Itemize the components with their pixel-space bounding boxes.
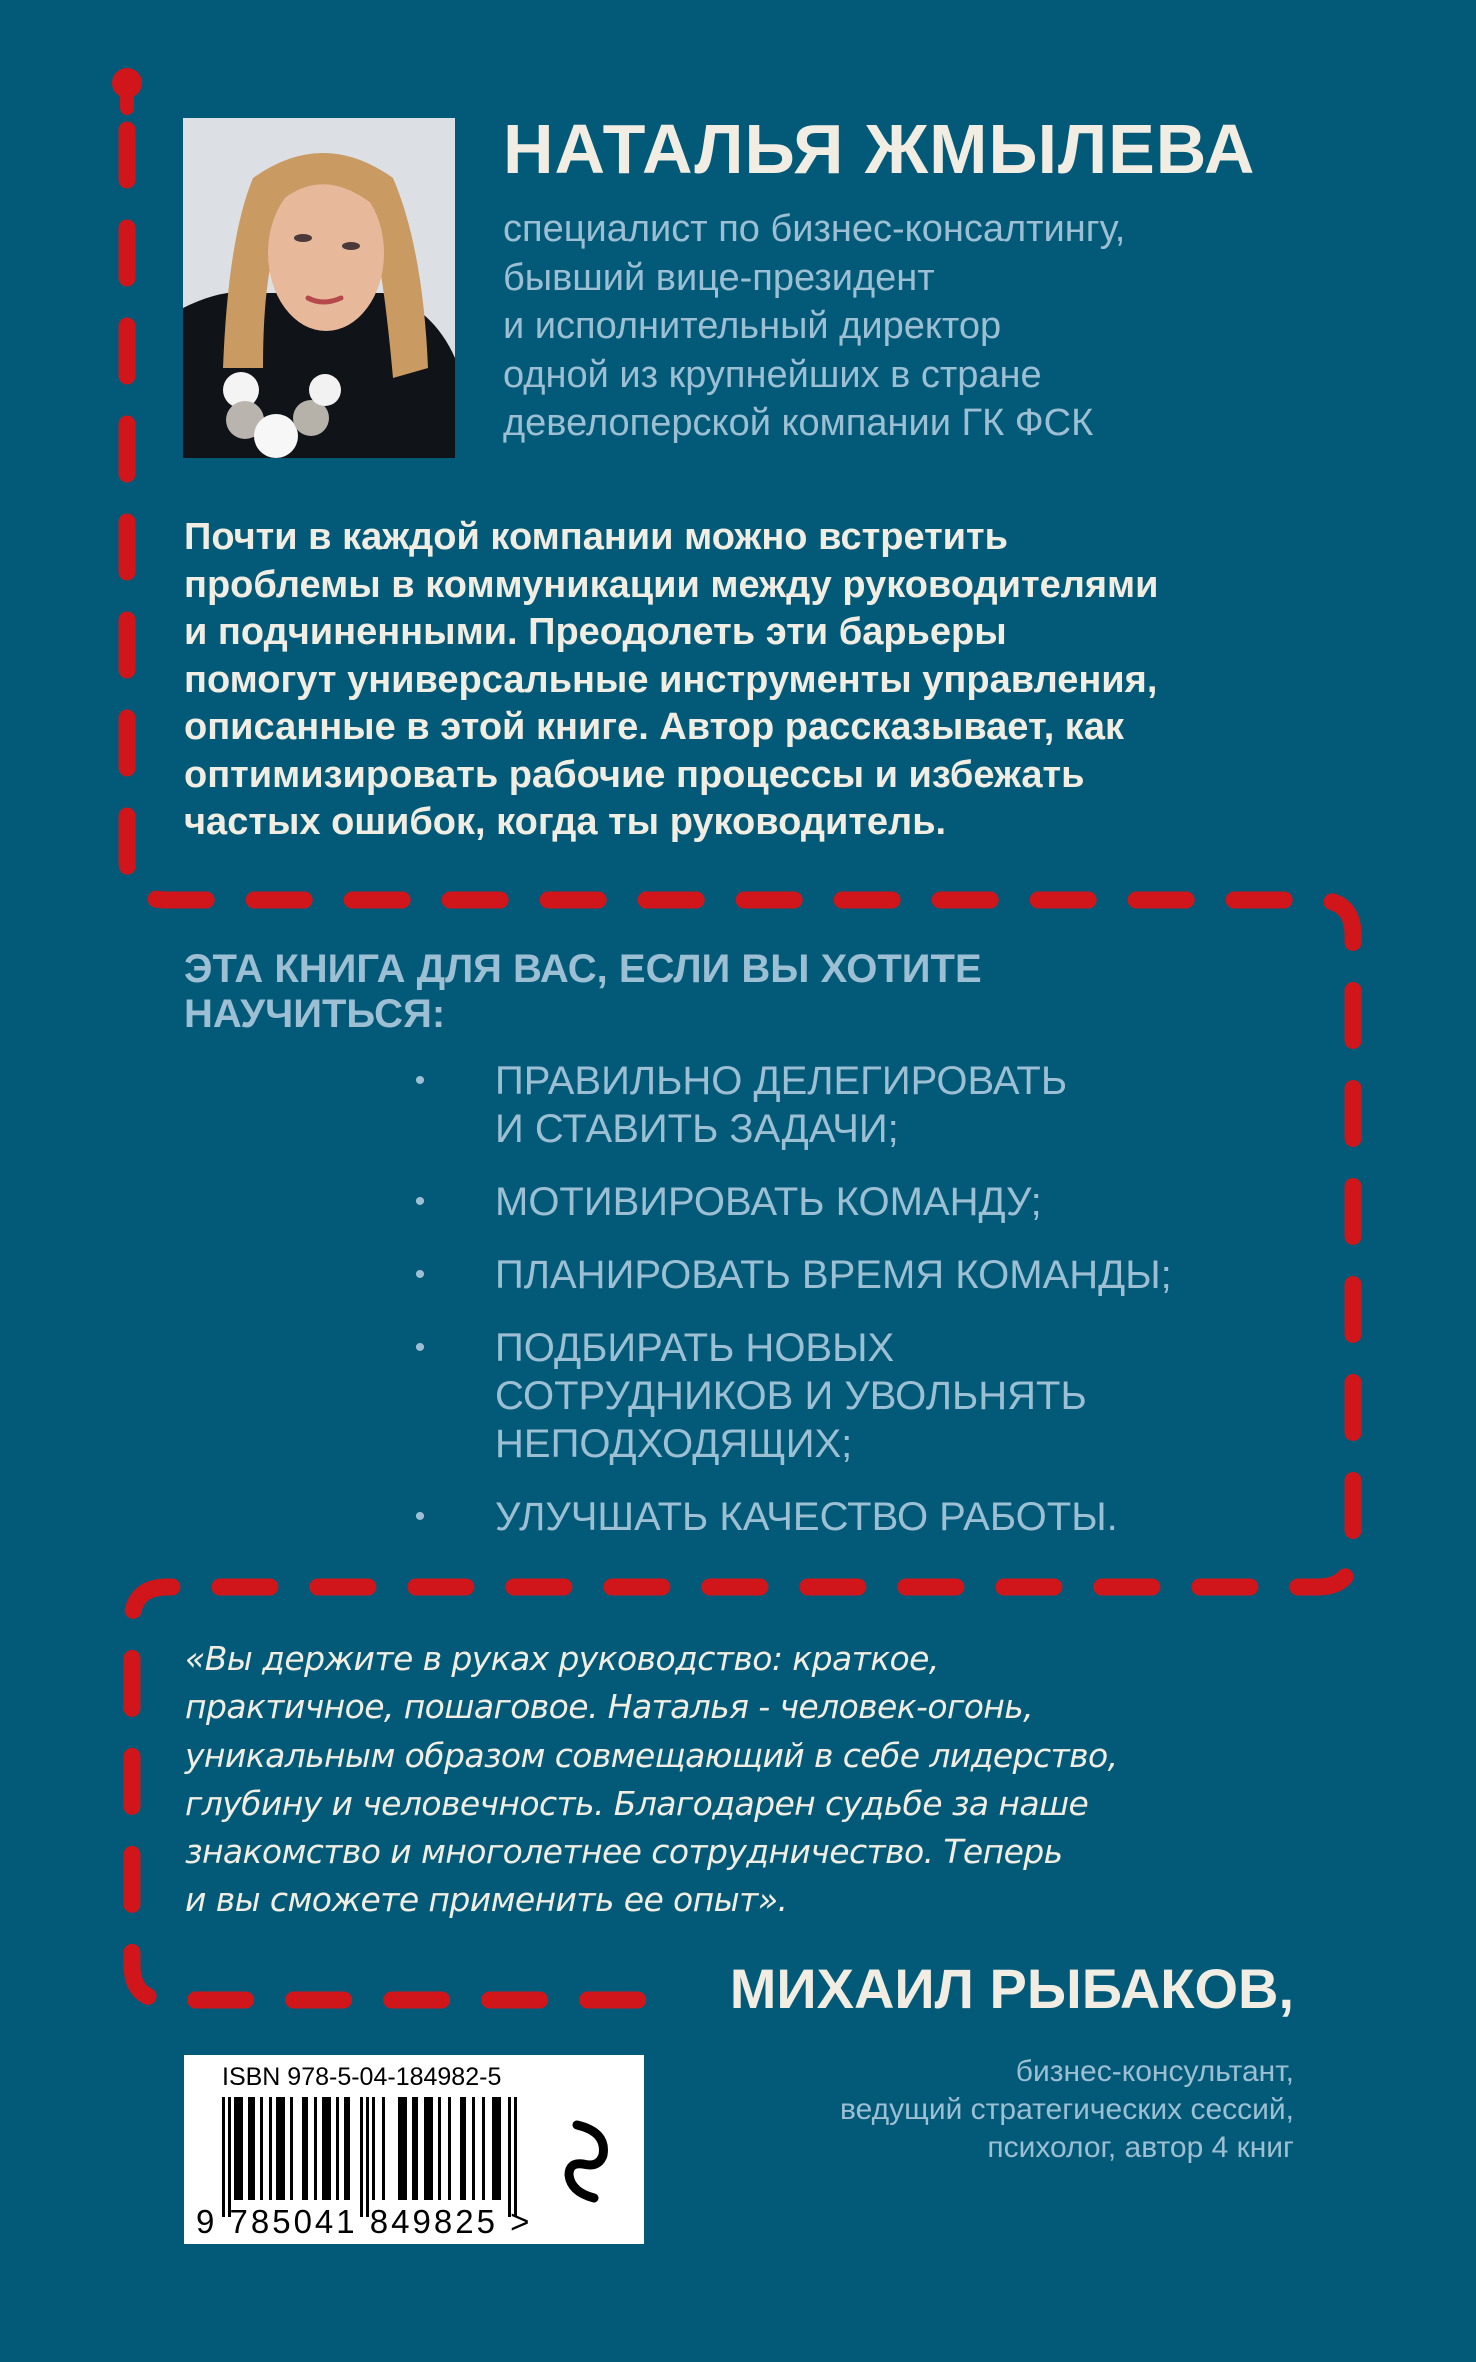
quote-line: «Вы держите в руках руководство: краткое,: [185, 1639, 939, 1678]
learn-item-line: МОТИВИРОВАТЬ КОМАНДУ;: [495, 1180, 1042, 1224]
blurb-line: оптимизировать рабочие процессы и избежать: [184, 753, 1085, 796]
bullet-icon: •: [414, 1331, 426, 1364]
learn-heading: [184, 947, 982, 1037]
quote-author-description-line: психолог, автор 4 книг: [987, 2131, 1294, 2164]
author-description-line: девелоперской компании ГК ФСК: [503, 402, 1094, 444]
quote-author-description-line: ведущий стратегических сессий,: [840, 2093, 1294, 2126]
author-description-line: специалист по бизнес-консалтингу,: [503, 208, 1126, 250]
learn-item-line: И СТАВИТЬ ЗАДАЧИ;: [495, 1107, 899, 1151]
testimonial-quote: [185, 1635, 1325, 1925]
learn-list-item: [410, 1057, 1172, 1153]
quote-author-description-line: бизнес-консультант,: [1015, 2055, 1294, 2088]
blurb-line: описанные в этой книге. Автор рассказывает, как: [184, 706, 1124, 748]
bullet-icon: •: [414, 1500, 426, 1533]
learn-list-item: [410, 1324, 1172, 1468]
learn-item-line: ПРАВИЛЬНО ДЕЛЕГИРОВАТЬ: [495, 1059, 1068, 1103]
author-description-line: одной из крупнейших в стране: [503, 353, 1042, 396]
quote-author-description: [840, 2053, 1294, 2167]
author-name: НАТАЛЬЯ ЖМЫЛЕВА: [503, 110, 1256, 188]
learn-item-line: ПЛАНИРОВАТЬ ВРЕМЯ КОМАНДЫ;: [495, 1253, 1172, 1297]
author-description: [503, 205, 1363, 448]
barcode-digits: 9 785041 849825 >: [196, 2203, 533, 2240]
author-description-line: бывший вице-президент: [503, 256, 935, 299]
blurb-line: проблемы в коммуникации между руководителями: [184, 563, 1159, 606]
quote-line: уникальным образом совмещающий в себе лидерство,: [185, 1735, 1118, 1775]
author-description-line: и исполнительный директор: [503, 305, 1002, 347]
learn-item-line: ПОДБИРАТЬ НОВЫХ: [495, 1326, 895, 1370]
isbn-label: ISBN 978-5-04-184982-5: [222, 2063, 502, 2091]
bullet-icon: •: [414, 1185, 426, 1218]
blurb-line: помогут универсальные инструменты управления,: [184, 658, 1158, 701]
learn-item-line: НЕПОДХОДЯЩИХ;: [495, 1422, 853, 1466]
learn-list-item: [410, 1178, 1172, 1226]
blurb-line: Почти в каждой компании можно встретить: [184, 516, 1009, 558]
learn-item-line: СОТРУДНИКОВ И УВОЛЬНЯТЬ: [495, 1374, 1087, 1418]
learn-item-line: УЛУЧШАТЬ КАЧЕСТВО РАБОТЫ.: [495, 1495, 1118, 1539]
portrait-image: [183, 118, 455, 458]
quote-line: знакомство и многолетнее сотрудничество. Теперь: [185, 1832, 1063, 1872]
publisher-logo-icon: [559, 2120, 614, 2205]
learn-list: [410, 1057, 1172, 1566]
quote-author-name: МИХАИЛ РЫБАКОВ,: [729, 1957, 1294, 2020]
learn-list-item: [410, 1251, 1172, 1299]
book-blurb: [184, 514, 1334, 847]
blurb-line: и подчиненными. Преодолеть эти барьеры: [184, 611, 1007, 653]
learn-heading-line: НАУЧИТЬСЯ:: [184, 992, 446, 1036]
bullet-icon: •: [414, 1064, 426, 1097]
isbn-barcode: [184, 2055, 644, 2244]
bullet-icon: •: [414, 1258, 426, 1291]
quote-line: и вы сможете применить ее опыт».: [185, 1880, 788, 1920]
author-photo: [183, 118, 455, 458]
quote-line: практичное, пошаговое. Наталья - человек-огонь,: [185, 1687, 1033, 1727]
learn-heading-line: ЭТА КНИГА ДЛЯ ВАС, ЕСЛИ ВЫ ХОТИТЕ: [184, 947, 982, 991]
blurb-line: частых ошибок, когда ты руководитель.: [184, 801, 947, 843]
quote-line: глубину и человечность. Благодарен судьбе за наше: [185, 1783, 1089, 1823]
barcode-icon: [222, 2097, 532, 2217]
learn-list-item: [410, 1493, 1172, 1541]
